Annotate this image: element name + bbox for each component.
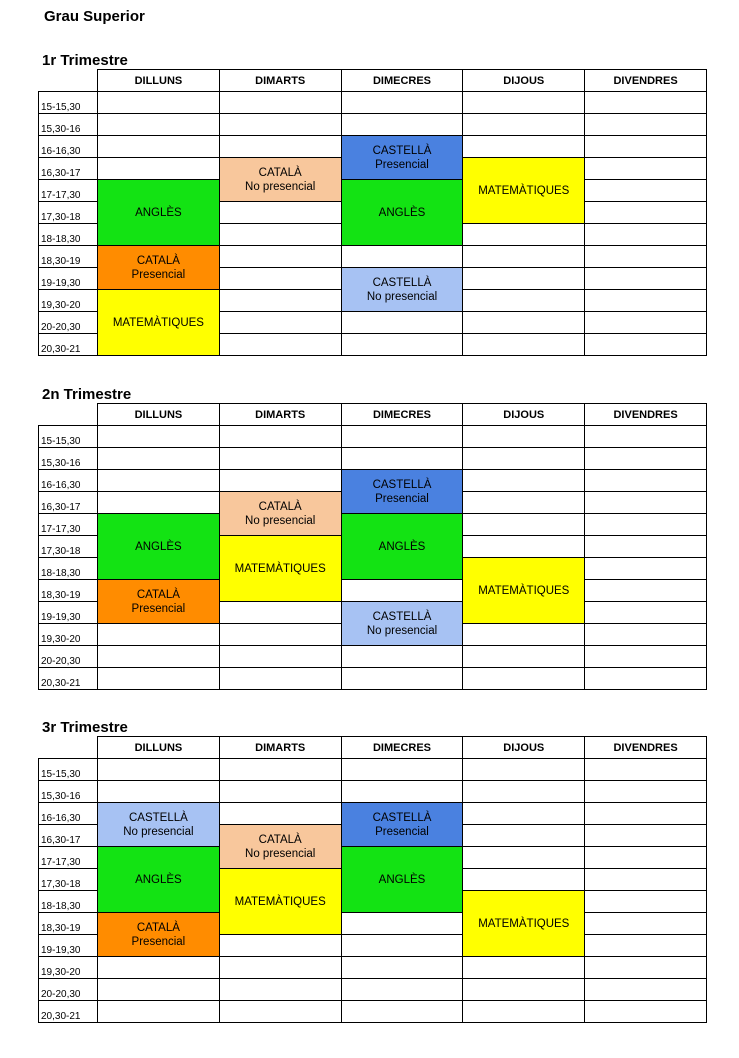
empty-cell <box>463 246 585 268</box>
empty-cell <box>341 759 463 781</box>
mode-label: Presencial <box>131 602 186 615</box>
empty-cell <box>219 114 341 136</box>
time-slot-label: 15,30-16 <box>39 781 98 803</box>
time-slot-label: 15,30-16 <box>39 114 98 136</box>
time-slot-label: 15-15,30 <box>39 426 98 448</box>
empty-cell <box>219 624 341 646</box>
time-slot-label: 17,30-18 <box>39 869 98 891</box>
subject-label: CATALÀ <box>258 166 302 179</box>
class-block <box>219 158 341 202</box>
time-row <box>39 426 707 448</box>
time-row <box>39 114 707 136</box>
term-title: 1r Trimestre <box>42 52 128 69</box>
time-row <box>39 847 707 869</box>
class-block <box>341 268 463 312</box>
empty-cell <box>585 913 707 935</box>
empty-cell <box>585 957 707 979</box>
mode-label: Presencial <box>375 825 429 838</box>
empty-cell <box>219 781 341 803</box>
empty-cell <box>463 1001 585 1023</box>
empty-cell <box>585 558 707 580</box>
empty-cell <box>463 803 585 825</box>
subject-label: ANGLÈS <box>378 206 426 219</box>
empty-cell <box>585 246 707 268</box>
schedule-table <box>38 736 707 1023</box>
empty-cell <box>585 646 707 668</box>
empty-cell <box>98 426 220 448</box>
empty-cell <box>219 136 341 158</box>
time-row <box>39 646 707 668</box>
empty-cell <box>341 913 463 935</box>
class-block <box>341 514 463 580</box>
empty-cell <box>98 492 220 514</box>
mode-label: Presencial <box>375 158 429 171</box>
empty-cell <box>585 136 707 158</box>
corner-cell <box>39 404 98 426</box>
mode-label: Presencial <box>131 935 186 948</box>
empty-cell <box>585 1001 707 1023</box>
empty-cell <box>585 759 707 781</box>
day-header: DIMARTS <box>219 70 341 92</box>
empty-cell <box>341 92 463 114</box>
empty-cell <box>98 92 220 114</box>
empty-cell <box>341 246 463 268</box>
class-block <box>98 847 220 913</box>
empty-cell <box>585 536 707 558</box>
empty-cell <box>219 1001 341 1023</box>
class-block <box>98 180 220 246</box>
empty-cell <box>585 290 707 312</box>
empty-cell <box>585 624 707 646</box>
subject-label: ANGLÈS <box>135 873 182 886</box>
mode-label: No presencial <box>245 514 316 527</box>
empty-cell <box>463 514 585 536</box>
time-slot-label: 16-16,30 <box>39 803 98 825</box>
empty-cell <box>341 448 463 470</box>
time-slot-label: 16-16,30 <box>39 136 98 158</box>
empty-cell <box>463 759 585 781</box>
subject-label: CASTELLÀ <box>128 811 188 824</box>
subject-label: MATEMÀTIQUES <box>112 316 204 329</box>
empty-cell <box>219 426 341 448</box>
empty-cell <box>463 869 585 891</box>
empty-cell <box>341 580 463 602</box>
empty-cell <box>585 114 707 136</box>
empty-cell <box>341 114 463 136</box>
class-block <box>219 869 341 935</box>
empty-cell <box>463 492 585 514</box>
empty-cell <box>585 825 707 847</box>
time-row <box>39 668 707 690</box>
time-slot-label: 19,30-20 <box>39 624 98 646</box>
subject-label: CASTELLÀ <box>372 144 432 157</box>
corner-cell <box>39 70 98 92</box>
class-block <box>219 536 341 602</box>
empty-cell <box>463 290 585 312</box>
empty-cell <box>463 426 585 448</box>
empty-cell <box>585 426 707 448</box>
empty-cell <box>585 668 707 690</box>
empty-cell <box>585 180 707 202</box>
empty-cell <box>585 470 707 492</box>
time-slot-label: 19-19,30 <box>39 268 98 290</box>
empty-cell <box>219 957 341 979</box>
empty-cell <box>341 1001 463 1023</box>
day-header: DIVENDRES <box>585 404 707 426</box>
mode-label: No presencial <box>245 180 316 193</box>
time-row <box>39 1001 707 1023</box>
empty-cell <box>341 957 463 979</box>
mode-label: No presencial <box>366 624 438 637</box>
empty-cell <box>219 312 341 334</box>
empty-cell <box>98 668 220 690</box>
empty-cell <box>98 114 220 136</box>
time-slot-label: 17,30-18 <box>39 202 98 224</box>
time-row <box>39 92 707 114</box>
class-block <box>98 580 220 624</box>
time-row <box>39 246 707 268</box>
time-slot-label: 18,30-19 <box>39 246 98 268</box>
class-block <box>463 558 585 624</box>
time-row <box>39 957 707 979</box>
class-block <box>341 136 463 180</box>
time-slot-label: 18,30-19 <box>39 580 98 602</box>
day-header: DIMARTS <box>219 737 341 759</box>
empty-cell <box>585 781 707 803</box>
empty-cell <box>341 979 463 1001</box>
class-block <box>98 290 220 356</box>
empty-cell <box>463 312 585 334</box>
empty-cell <box>98 979 220 1001</box>
empty-cell <box>463 92 585 114</box>
empty-cell <box>341 781 463 803</box>
empty-cell <box>98 646 220 668</box>
empty-cell <box>585 202 707 224</box>
time-slot-label: 18-18,30 <box>39 224 98 246</box>
subject-label: CATALÀ <box>258 833 302 846</box>
day-header: DIJOUS <box>463 404 585 426</box>
time-row <box>39 759 707 781</box>
time-slot-label: 15-15,30 <box>39 759 98 781</box>
subject-label: CATALÀ <box>258 500 302 513</box>
mode-label: No presencial <box>366 290 438 303</box>
empty-cell <box>219 668 341 690</box>
empty-cell <box>98 624 220 646</box>
time-slot-label: 17-17,30 <box>39 514 98 536</box>
subject-label: CASTELLÀ <box>372 610 432 623</box>
empty-cell <box>219 979 341 1001</box>
empty-cell <box>463 781 585 803</box>
class-block <box>341 470 463 514</box>
day-header: DILLUNS <box>98 737 220 759</box>
empty-cell <box>585 514 707 536</box>
empty-cell <box>463 268 585 290</box>
empty-cell <box>585 92 707 114</box>
empty-cell <box>98 470 220 492</box>
time-slot-label: 17,30-18 <box>39 536 98 558</box>
empty-cell <box>585 979 707 1001</box>
subject-label: MATEMÀTIQUES <box>478 917 570 930</box>
empty-cell <box>463 668 585 690</box>
class-block <box>341 180 463 246</box>
empty-cell <box>585 158 707 180</box>
day-header: DIJOUS <box>463 737 585 759</box>
empty-cell <box>219 448 341 470</box>
class-block <box>98 803 220 847</box>
empty-cell <box>585 224 707 246</box>
empty-cell <box>98 448 220 470</box>
empty-cell <box>219 202 341 224</box>
class-block <box>219 825 341 869</box>
empty-cell <box>585 448 707 470</box>
time-row <box>39 580 707 602</box>
mode-label: No presencial <box>245 847 316 860</box>
subject-label: CATALÀ <box>136 588 180 601</box>
day-header: DIMECRES <box>341 737 463 759</box>
empty-cell <box>219 935 341 957</box>
corner-cell <box>39 737 98 759</box>
mode-label: Presencial <box>375 492 429 505</box>
day-header: DIVENDRES <box>585 70 707 92</box>
class-block <box>463 891 585 957</box>
subject-label: MATEMÀTIQUES <box>478 584 570 597</box>
schedule-table <box>38 69 707 356</box>
subject-label: CATALÀ <box>136 921 180 934</box>
time-slot-label: 20-20,30 <box>39 979 98 1001</box>
time-row <box>39 979 707 1001</box>
empty-cell <box>219 268 341 290</box>
page-title: Grau Superior <box>44 8 145 25</box>
empty-cell <box>219 602 341 624</box>
empty-cell <box>463 825 585 847</box>
empty-cell <box>219 334 341 356</box>
time-slot-label: 16,30-17 <box>39 825 98 847</box>
class-block <box>341 847 463 913</box>
empty-cell <box>98 957 220 979</box>
time-slot-label: 20,30-21 <box>39 668 98 690</box>
time-slot-label: 20-20,30 <box>39 312 98 334</box>
day-header: DIJOUS <box>463 70 585 92</box>
time-slot-label: 15-15,30 <box>39 92 98 114</box>
time-row <box>39 803 707 825</box>
time-slot-label: 16,30-17 <box>39 492 98 514</box>
subject-label: CASTELLÀ <box>372 276 432 289</box>
empty-cell <box>585 580 707 602</box>
empty-cell <box>585 268 707 290</box>
term-title: 2n Trimestre <box>42 386 132 403</box>
empty-cell <box>463 646 585 668</box>
class-block <box>98 514 220 580</box>
empty-cell <box>463 957 585 979</box>
subject-label: MATEMÀTIQUES <box>234 562 326 575</box>
time-row <box>39 470 707 492</box>
time-slot-label: 18-18,30 <box>39 891 98 913</box>
time-row <box>39 514 707 536</box>
empty-cell <box>341 935 463 957</box>
empty-cell <box>585 803 707 825</box>
empty-cell <box>463 334 585 356</box>
empty-cell <box>219 290 341 312</box>
day-header: DIMECRES <box>341 404 463 426</box>
empty-cell <box>219 470 341 492</box>
mode-label: Presencial <box>131 268 186 281</box>
empty-cell <box>585 602 707 624</box>
day-header: DIMECRES <box>341 70 463 92</box>
subject-label: CASTELLÀ <box>372 811 432 824</box>
empty-cell <box>219 759 341 781</box>
subject-label: CATALÀ <box>136 254 180 267</box>
empty-cell <box>585 935 707 957</box>
class-block <box>463 158 585 224</box>
empty-cell <box>463 470 585 492</box>
time-slot-label: 19,30-20 <box>39 290 98 312</box>
empty-cell <box>219 646 341 668</box>
class-block <box>98 913 220 957</box>
empty-cell <box>585 847 707 869</box>
time-row <box>39 448 707 470</box>
time-slot-label: 16-16,30 <box>39 470 98 492</box>
subject-label: MATEMÀTIQUES <box>234 895 326 908</box>
subject-label: ANGLÈS <box>135 540 182 553</box>
day-header: DIVENDRES <box>585 737 707 759</box>
subject-label: CASTELLÀ <box>372 478 432 491</box>
empty-cell <box>585 492 707 514</box>
time-row <box>39 180 707 202</box>
time-slot-label: 20,30-21 <box>39 1001 98 1023</box>
empty-cell <box>585 334 707 356</box>
time-slot-label: 18-18,30 <box>39 558 98 580</box>
empty-cell <box>341 646 463 668</box>
empty-cell <box>98 136 220 158</box>
empty-cell <box>341 334 463 356</box>
mode-label: No presencial <box>123 825 194 838</box>
empty-cell <box>463 847 585 869</box>
empty-cell <box>98 781 220 803</box>
time-slot-label: 19,30-20 <box>39 957 98 979</box>
subject-label: ANGLÈS <box>378 873 426 886</box>
time-row <box>39 781 707 803</box>
empty-cell <box>219 803 341 825</box>
empty-cell <box>341 312 463 334</box>
empty-cell <box>463 224 585 246</box>
time-row <box>39 136 707 158</box>
day-header: DILLUNS <box>98 70 220 92</box>
time-row <box>39 913 707 935</box>
empty-cell <box>463 136 585 158</box>
subject-label: ANGLÈS <box>135 206 182 219</box>
empty-cell <box>341 668 463 690</box>
day-header: DIMARTS <box>219 404 341 426</box>
time-slot-label: 20,30-21 <box>39 334 98 356</box>
empty-cell <box>463 536 585 558</box>
empty-cell <box>98 1001 220 1023</box>
time-slot-label: 18,30-19 <box>39 913 98 935</box>
empty-cell <box>463 624 585 646</box>
day-header: DILLUNS <box>98 404 220 426</box>
time-slot-label: 16,30-17 <box>39 158 98 180</box>
empty-cell <box>463 114 585 136</box>
schedule-table <box>38 403 707 690</box>
time-slot-label: 19-19,30 <box>39 602 98 624</box>
class-block <box>219 492 341 536</box>
empty-cell <box>219 92 341 114</box>
term-title: 3r Trimestre <box>42 719 128 736</box>
class-block <box>341 803 463 847</box>
empty-cell <box>98 158 220 180</box>
class-block <box>98 246 220 290</box>
empty-cell <box>585 869 707 891</box>
empty-cell <box>219 246 341 268</box>
time-slot-label: 20-20,30 <box>39 646 98 668</box>
subject-label: MATEMÀTIQUES <box>478 184 570 197</box>
time-slot-label: 17-17,30 <box>39 180 98 202</box>
empty-cell <box>341 426 463 448</box>
time-slot-label: 19-19,30 <box>39 935 98 957</box>
time-slot-label: 15,30-16 <box>39 448 98 470</box>
subject-label: ANGLÈS <box>378 540 426 553</box>
empty-cell <box>463 979 585 1001</box>
empty-cell <box>585 891 707 913</box>
empty-cell <box>585 312 707 334</box>
empty-cell <box>98 759 220 781</box>
empty-cell <box>463 448 585 470</box>
time-slot-label: 17-17,30 <box>39 847 98 869</box>
class-block <box>341 602 463 646</box>
empty-cell <box>219 224 341 246</box>
